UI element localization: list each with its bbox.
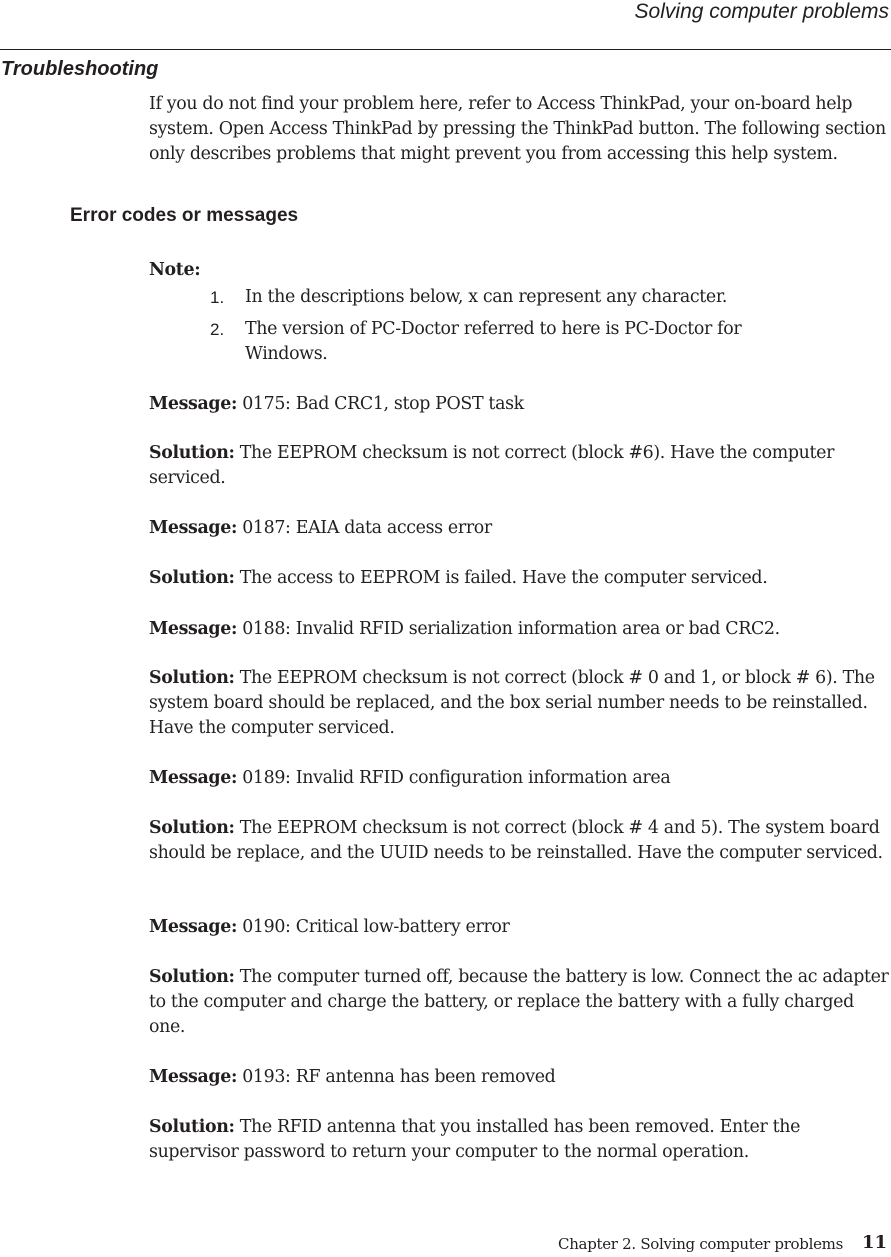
note-label: Note: <box>149 260 201 280</box>
entry-label: Solution: <box>149 568 235 588</box>
entry-label: Solution: <box>149 1117 235 1137</box>
entry-label: Solution: <box>149 818 235 838</box>
entry-text: The EEPROM checksum is not correct (block # 4 and 5). The system board should be replace, and the UUID needs to be reinstalled. Have the computer serviced. <box>149 818 883 863</box>
list-item-text: In the descriptions below, x can represent any character. <box>245 287 728 307</box>
list-item <box>149 317 889 367</box>
running-header-title: Solving computer problems <box>634 0 889 23</box>
entry-text: 0189: Invalid RFID configuration information area <box>242 768 671 788</box>
solution-entry <box>149 566 889 591</box>
solution-entry <box>149 666 889 741</box>
entry-text: 0190: Critical low-battery error <box>242 917 510 937</box>
footer-chapter: Chapter 2. Solving computer problems <box>558 1235 843 1253</box>
list-item-text: The version of PC-Doctor referred to here is PC-Doctor for Windows. <box>245 319 742 364</box>
page-number: 11 <box>861 1232 887 1253</box>
entry-text: 0193: RF antenna has been removed <box>242 1067 556 1087</box>
entry-label: Solution: <box>149 443 235 463</box>
list-item-number: 2. <box>210 320 225 339</box>
entry-label: Message: <box>149 619 238 639</box>
entry-text: 0188: Invalid RFID serialization information area or bad CRC2. <box>242 619 780 639</box>
solution-entry <box>149 965 889 1040</box>
entry-text: 0187: EAIA data access error <box>242 518 492 538</box>
list-item <box>149 285 889 310</box>
solution-entry <box>149 816 889 866</box>
solution-entry <box>149 1115 889 1165</box>
entry-text: The computer turned off, because the battery is low. Connect the ac adapter to the computer and charge the battery, or replace the battery with a fully charged one. <box>149 967 889 1037</box>
message-entry <box>149 915 889 940</box>
intro-paragraph: If you do not find your problem here, refer to Access ThinkPad, your on-board help system. Open Access ThinkPad by pressing the ThinkPad button. The following section only describes problems that might prevent you from accessing this help system. <box>149 94 886 164</box>
list-item-number: 1. <box>210 288 225 307</box>
message-entry <box>149 766 889 791</box>
entry-label: Solution: <box>149 668 235 688</box>
entry-label: Solution: <box>149 967 235 987</box>
entry-text: The EEPROM checksum is not correct (block # 0 and 1, or block # 6). The system board should be replaced, and the box serial number needs to be reinstalled. Have the computer serviced. <box>149 668 875 738</box>
entry-label: Message: <box>149 518 238 538</box>
entry-text: 0175: Bad CRC1, stop POST task <box>242 394 524 414</box>
entry-label: Message: <box>149 768 238 788</box>
entry-label: Message: <box>149 394 238 414</box>
subsection-title: Error codes or messages <box>70 205 299 226</box>
entry-text: The RFID antenna that you installed has been removed. Enter the supervisor password to return your computer to the normal operation. <box>149 1117 801 1162</box>
entry-text: The access to EEPROM is failed. Have the computer serviced. <box>239 568 768 588</box>
message-entry <box>149 516 889 541</box>
note-list <box>149 285 889 367</box>
entry-text: The EEPROM checksum is not correct (block #6). Have the computer serviced. <box>149 443 835 488</box>
message-entry <box>149 617 889 642</box>
message-entry <box>149 392 889 417</box>
header-rule <box>0 49 891 50</box>
solution-entry <box>149 441 889 491</box>
section-title: Troubleshooting <box>1 58 159 80</box>
entry-label: Message: <box>149 1067 238 1087</box>
entry-label: Message: <box>149 917 238 937</box>
message-entry <box>149 1065 889 1090</box>
